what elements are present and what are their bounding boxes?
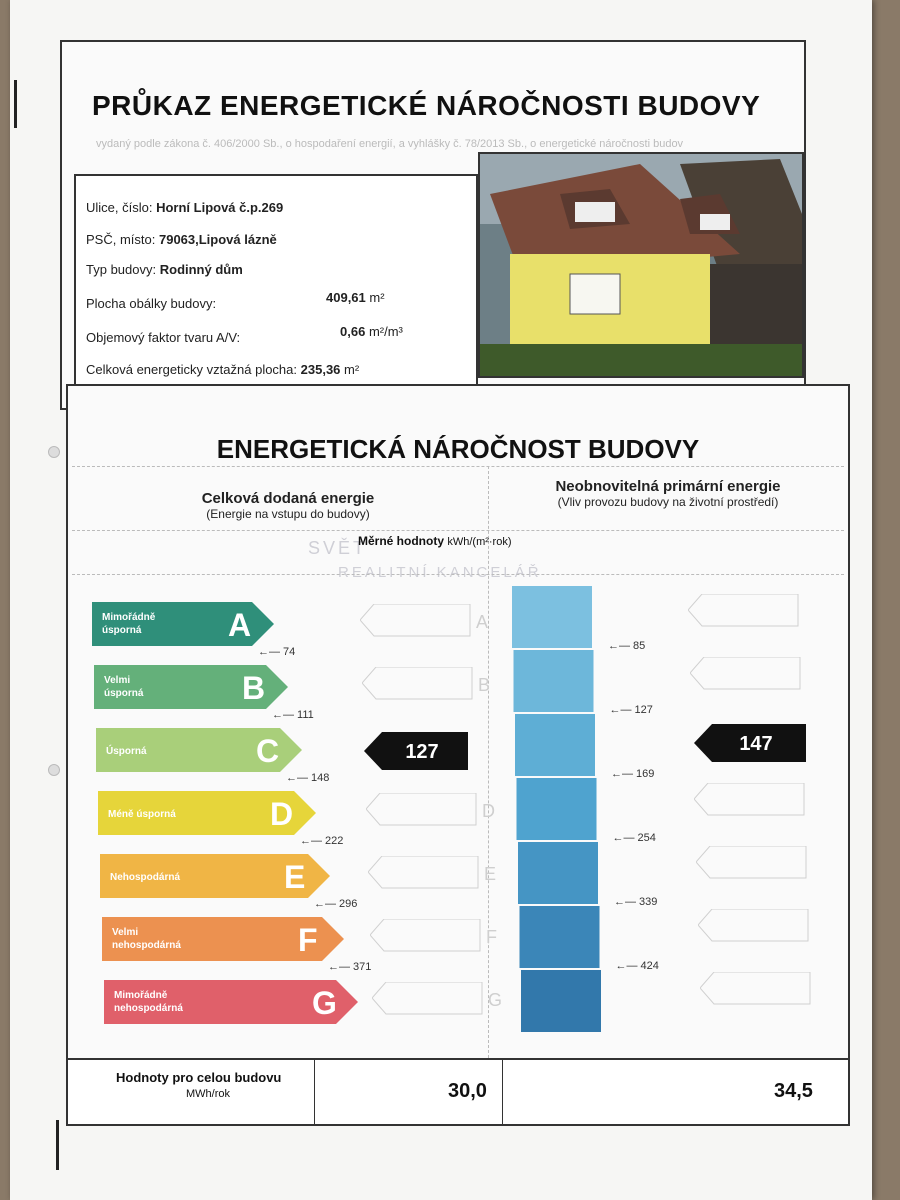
class-label: Nehospodárná (110, 872, 181, 883)
area-label: Plocha obálky budovy: (86, 296, 217, 311)
certificate-title: PRŮKAZ ENERGETICKÉ NÁROČNOSTI BUDOVY (92, 90, 761, 121)
class-label: úsporná (102, 625, 142, 636)
class-label: nehospodárná (114, 1003, 183, 1014)
class-threshold: ←— 296 (314, 898, 358, 910)
primary-threshold: ←— 254 (612, 832, 656, 844)
class-label: Mimořádně (102, 612, 156, 623)
watermark-subtext: REALITNÍ KANCELÁŘ (338, 564, 542, 581)
primary-energy-segment (514, 650, 594, 712)
class-letter: F (298, 922, 318, 958)
class-letter: G (312, 985, 337, 1021)
energy-class-d (98, 791, 318, 835)
house-photo-icon (480, 154, 802, 376)
left-header-sub: (Energie na vstupu do budovy) (206, 507, 370, 521)
energy-class-c (96, 728, 304, 772)
mh-unit: kWh/(m²·rok) (447, 536, 512, 548)
class-threshold: ←— 371 (328, 961, 372, 973)
type-row (86, 262, 243, 277)
divider (72, 466, 844, 467)
energy-class-f (102, 917, 346, 961)
primary-threshold: ←— 127 (609, 704, 653, 716)
floor-unit: m² (344, 362, 360, 377)
divider (72, 574, 844, 575)
class-label: Velmi (112, 927, 139, 938)
type-value: Rodinný dům (159, 262, 243, 277)
ghost-primary-marker (690, 657, 810, 697)
zip-label: PSČ, místo: (86, 232, 156, 247)
ghost-class-marker (370, 919, 510, 959)
divider (72, 530, 844, 531)
divider (314, 1060, 315, 1124)
ghost-class-marker (362, 667, 502, 707)
ghost-primary-marker (700, 972, 820, 1012)
factor-unit: m²/m³ (368, 324, 403, 339)
right-rating-marker (694, 724, 806, 762)
class-threshold: ←— 74 (258, 646, 296, 658)
total-primary-energy: 34,5 (774, 1080, 813, 1102)
column-divider (488, 466, 489, 1058)
primary-energy-segment (520, 906, 600, 968)
ghost-class-letter: A (476, 612, 489, 632)
primary-energy-segment (515, 714, 595, 776)
energy-class-g (104, 980, 360, 1024)
ghost-class-letter: E (484, 864, 497, 884)
ghost-class-marker (372, 982, 512, 1022)
divider (502, 1060, 503, 1124)
building-totals-row (68, 1058, 848, 1124)
left-column-header (88, 490, 488, 521)
class-threshold: ←— 148 (286, 772, 330, 784)
primary-energy-bar (508, 586, 618, 1036)
ghost-class-letter: G (488, 990, 503, 1010)
street-row (86, 200, 283, 215)
totals-label: Hodnoty pro celou budovu (116, 1070, 282, 1085)
primary-energy-segment (517, 778, 597, 840)
certificate-subtitle: vydaný podle zákona č. 406/2000 Sb., o hospodaření energií, a vyhlášky č. 78/2013 Sb., o energetické náročnosti budov (96, 138, 684, 150)
house-photo (478, 152, 804, 378)
floor-value: 235,36 (300, 362, 341, 377)
factor-value-group (340, 324, 403, 339)
primary-threshold: ←— 339 (614, 896, 658, 908)
primary-energy-segment (521, 970, 601, 1032)
right-marker-value: 147 (739, 733, 773, 755)
class-label: Mimořádně (114, 990, 168, 1001)
class-label: Úsporná (106, 746, 147, 757)
area-value-group (326, 290, 385, 305)
punch-hole (48, 446, 60, 458)
primary-threshold: ←— 169 (611, 768, 655, 780)
punch-hole (48, 764, 60, 776)
document-page (10, 0, 872, 1200)
ghost-class-marker (360, 604, 500, 644)
class-label: nehospodárná (112, 940, 181, 951)
class-label: Méně úsporná (108, 809, 176, 820)
ghost-class-letter: B (478, 675, 491, 695)
ghost-class-letter: F (486, 927, 497, 947)
watermark-text: SVĚT (308, 538, 368, 558)
primary-energy-segment (518, 842, 598, 904)
totals-unit: MWh/rok (186, 1088, 230, 1100)
primary-energy-segment (512, 586, 592, 648)
zip-value: 79063,Lipová lázně (158, 232, 277, 247)
primary-threshold: ←— 424 (615, 960, 659, 972)
class-letter: A (228, 607, 252, 643)
binder-mark (14, 80, 17, 128)
class-letter: B (242, 670, 266, 706)
binder-mark (56, 1120, 59, 1170)
factor-label: Objemový faktor tvaru A/V: (86, 330, 241, 345)
class-threshold: ←— 111 (272, 709, 314, 721)
right-header-sub: (Vliv provozu budovy na životní prostředí) (557, 495, 779, 509)
class-label: úsporná (104, 688, 144, 699)
total-delivered-energy: 30,0 (448, 1080, 487, 1102)
mh-label: Měrné hodnoty (358, 534, 444, 548)
area-row (86, 296, 216, 311)
energy-class-a (92, 602, 276, 646)
building-info-box (74, 174, 478, 398)
floor-row (86, 362, 359, 377)
energy-class-e (100, 854, 332, 898)
energy-rating-box (66, 384, 850, 1126)
ghost-primary-marker (688, 594, 808, 634)
left-header-title: Celková dodaná energie (201, 490, 375, 507)
left-marker-value: 127 (405, 741, 439, 763)
class-label: Velmi (104, 675, 131, 686)
specific-values-label (358, 534, 512, 548)
right-header-title: Neobnovitelná primární energie (555, 478, 781, 495)
factor-value: 0,66 (340, 324, 366, 339)
type-label: Typ budovy: (86, 262, 157, 277)
ghost-primary-marker (696, 846, 816, 886)
street-label: Ulice, číslo: (86, 200, 153, 215)
class-letter: C (256, 733, 280, 769)
area-unit: m² (369, 290, 385, 305)
ghost-class-letter: D (482, 801, 495, 821)
class-letter: E (284, 859, 306, 895)
class-threshold: ←— 222 (300, 835, 344, 847)
ghost-class-marker (368, 856, 508, 896)
ghost-primary-marker (698, 909, 818, 949)
floor-label: Celková energeticky vztažná plocha: (86, 362, 298, 377)
right-column-header (488, 478, 848, 509)
left-rating-marker (364, 732, 468, 770)
rating-title: ENERGETICKÁ NÁROČNOST BUDOVY (216, 434, 700, 464)
primary-threshold: ←— 85 (608, 640, 646, 652)
zip-row (86, 232, 277, 247)
certificate-header-box (60, 40, 806, 410)
factor-row (86, 330, 240, 345)
ghost-class-marker (366, 793, 506, 833)
ghost-primary-marker (694, 783, 814, 823)
class-letter: D (270, 796, 294, 832)
street-value: Horní Lipová č.p.269 (156, 200, 284, 215)
energy-class-b (94, 665, 290, 709)
area-value: 409,61 (326, 290, 366, 305)
